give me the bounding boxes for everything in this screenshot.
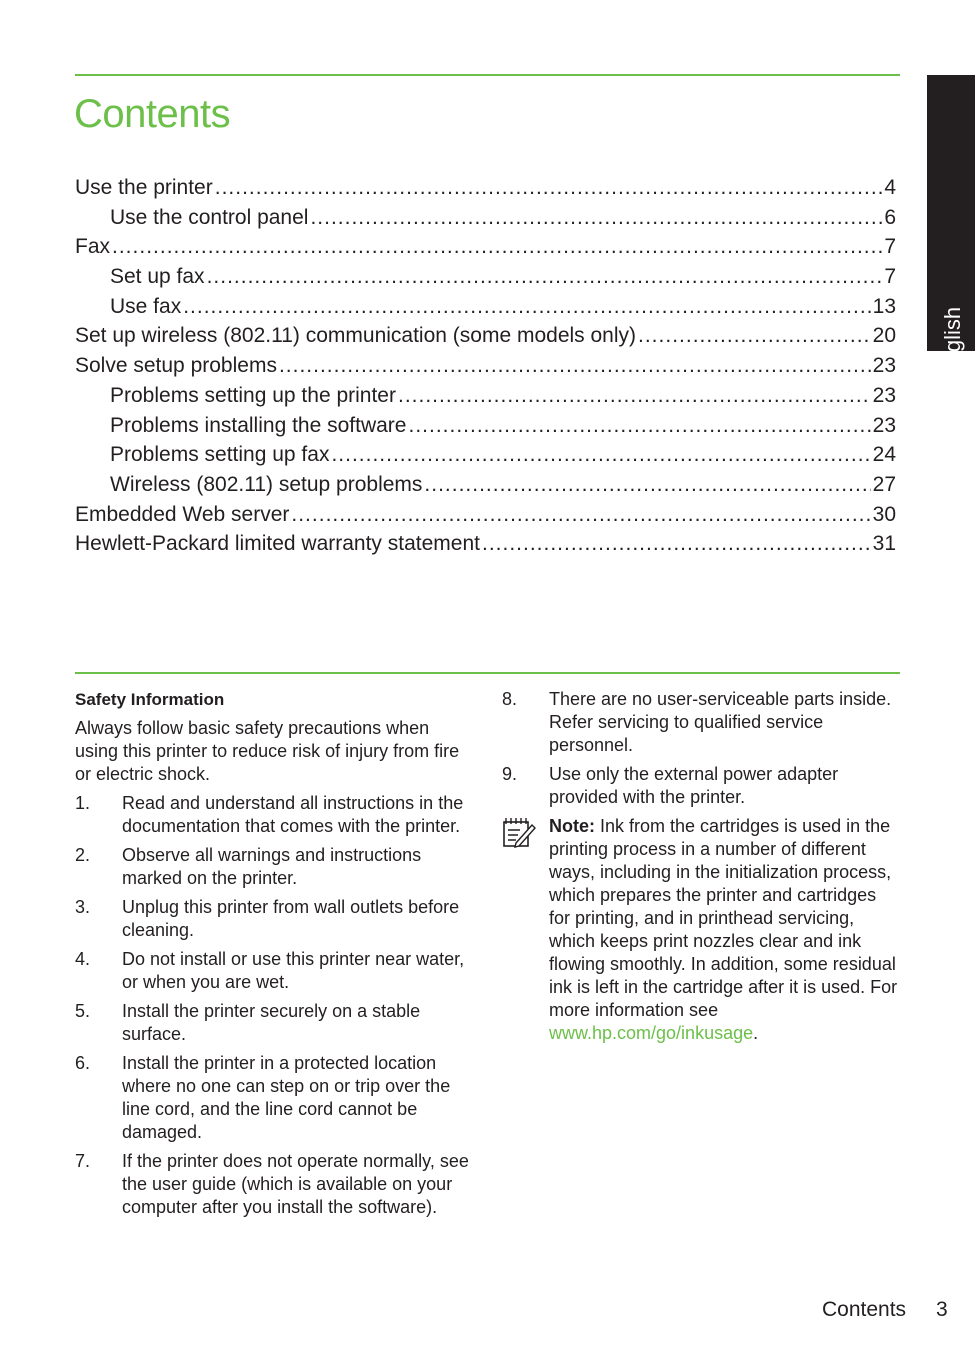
list-item: 8. There are no user-serviceable parts inside. Refer servicing to qualified service personnel. [502, 689, 892, 755]
language-tab-label: English [940, 306, 965, 379]
list-item: 4. Do not install or use this printer near water, or when you are wet. [75, 949, 465, 992]
toc-entry-page: 20 [872, 324, 896, 348]
toc-entry-label: Problems setting up the printer [110, 383, 396, 407]
section-rule [75, 672, 900, 674]
top-rule [75, 74, 900, 76]
safety-intro: Always follow basic safety precautions when using this printer to reduce risk of injury from fire or electric shock. [75, 718, 460, 784]
toc-entry-label: Set up fax [110, 265, 205, 289]
toc-entry-label: Use the control panel [110, 205, 309, 229]
toc-entry-label: Set up wireless (802.11) communication (some models only) [75, 324, 637, 348]
toc-entry-page: 23 [872, 413, 896, 437]
toc-entry-page: 23 [872, 354, 896, 378]
toc-entry-label: Wireless (802.11) setup problems [110, 472, 423, 496]
toc-entry[interactable] [75, 532, 896, 562]
toc-entry-page: 27 [872, 472, 896, 496]
toc-entry-label: Fax [75, 235, 111, 259]
toc-entry-page: 31 [872, 532, 896, 556]
language-tab [927, 75, 975, 379]
toc-entry[interactable] [75, 206, 896, 236]
list-item: 5. Install the printer securely on a stable surface. [75, 1001, 421, 1044]
list-item: 6. Install the printer in a protected location where no one can step on or trip over the line cord, and the line cord cannot be damaged. [75, 1053, 451, 1142]
safety-left-column [75, 688, 470, 1225]
toc-entry[interactable] [75, 473, 896, 503]
toc-entry[interactable] [75, 265, 896, 295]
toc-entry[interactable] [75, 384, 896, 414]
toc-entry[interactable] [75, 176, 896, 206]
note-text: Ink from the cartridges is used in the printing process in a number of different ways, including in the initialization process, which prepares the printer and cartridges for printing, and in printhead servicing, which keeps print nozzles clear and ink flowing smoothly. In addition, some residual ink is left in the cartridge after it is used. For more information see [549, 816, 898, 1020]
list-item: 1. Read and understand all instructions in the documentation that comes with the printer. [75, 793, 464, 836]
note-block: Note: Ink from the cartridges is used in the printing process in a number of different ways, including in the initialization process, which prepares the printer and cartridges for printing, and in printhead servicing, which keeps print nozzles clear and ink flowing smoothly. In addition, some residual ink is left in the cartridge after it is used. For more information see www.hp.com/go/inkusage. [502, 815, 902, 1045]
toc-entry-page: 30 [872, 502, 896, 526]
note-pencil-icon [502, 815, 549, 1045]
list-item: 7. If the printer does not operate normally, see the user guide (which is available on your computer after you install the software). [75, 1151, 469, 1217]
page-title: Contents [74, 92, 231, 136]
safety-heading: Safety Information [75, 690, 225, 709]
toc-entry[interactable] [75, 295, 896, 325]
toc-entry-label: Embedded Web server [75, 502, 290, 526]
toc-entry[interactable] [75, 414, 896, 444]
toc-entry[interactable] [75, 324, 896, 354]
toc-entry-page: 7 [884, 265, 896, 289]
toc-entry[interactable] [75, 354, 896, 384]
toc-entry[interactable] [75, 503, 896, 533]
toc-entry-label: Problems setting up fax [110, 443, 330, 467]
toc-entry-label: Problems installing the software [110, 413, 407, 437]
toc-entry[interactable] [75, 235, 896, 265]
list-item: 2. Observe all warnings and instructions marked on the printer. [75, 845, 422, 888]
toc-entry-page: 6 [884, 205, 896, 229]
inkusage-link[interactable]: www.hp.com/go/inkusage [549, 1023, 754, 1043]
note-label: Note: [549, 816, 595, 836]
table-of-contents [75, 176, 896, 562]
footer-page-number: 3 [936, 1298, 948, 1321]
list-item: 9. Use only the external power adapter provided with the printer. [502, 764, 839, 807]
footer-section-label: Contents [822, 1298, 907, 1321]
toc-entry-page: 24 [872, 443, 896, 467]
toc-entry-label: Use fax [110, 294, 182, 318]
toc-entry-page: 4 [884, 176, 896, 199]
toc-entry-label: Solve setup problems [75, 354, 277, 378]
list-item: 3. Unplug this printer from wall outlets before cleaning. [75, 897, 460, 940]
toc-entry-label: Use the printer [75, 176, 213, 199]
toc-entry-page: 13 [872, 294, 896, 318]
toc-entry-page: 23 [872, 383, 896, 407]
toc-entry-label: Hewlett-Packard limited warranty statement [75, 532, 480, 556]
toc-entry[interactable] [75, 443, 896, 473]
safety-right-column [502, 688, 902, 1045]
toc-entry-page: 7 [884, 235, 896, 259]
